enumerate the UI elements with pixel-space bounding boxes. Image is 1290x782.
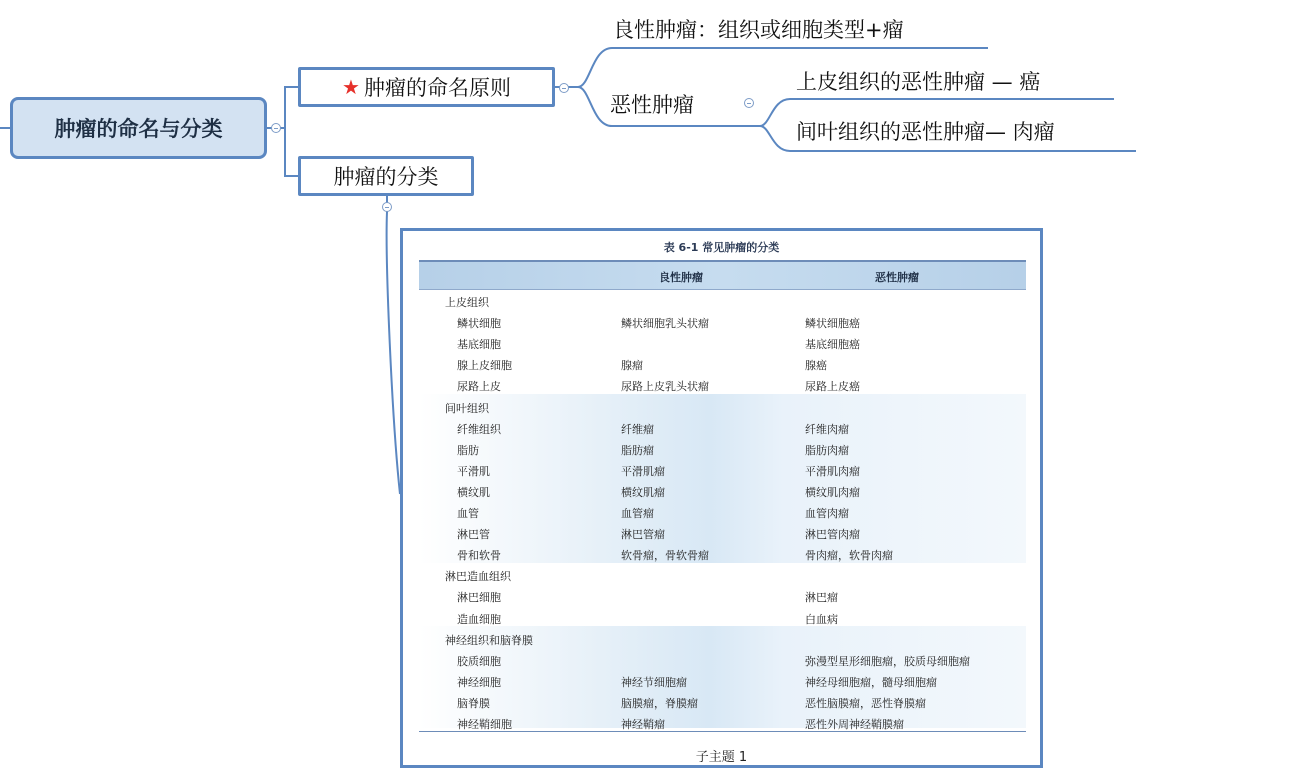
table-cell-tissue: 腺上皮细胞 [457, 359, 512, 373]
table-cell-malignant: 腺癌 [805, 359, 827, 373]
table-row [419, 670, 1026, 691]
table-row [419, 649, 1026, 670]
table-cell-tissue: 神经鞘细胞 [457, 718, 512, 731]
table-cell-tissue: 基底细胞 [457, 338, 501, 352]
table-row [419, 438, 1026, 459]
topic-benign-tumor[interactable]: 良性肿瘤：组织或细胞类型+瘤 [613, 18, 904, 42]
table-row [419, 417, 1026, 438]
table-row [419, 691, 1026, 712]
table-cell-malignant: 恶性脑膜瘤，恶性脊膜瘤 [805, 696, 926, 710]
table-cell-tissue: 平滑肌 [457, 464, 490, 478]
table-group-label: 上皮组织 [445, 296, 489, 309]
table-row [419, 564, 1026, 585]
table-cell-benign: 尿路上皮乳头状瘤 [621, 380, 709, 394]
table-cell-malignant: 淋巴瘤 [805, 591, 838, 605]
root-topic-label: 肿瘤的命名与分类 [54, 117, 223, 141]
table-row [419, 353, 1026, 374]
table-cell-benign: 神经节细胞瘤 [621, 675, 687, 689]
table-cell-malignant: 恶性外周神经鞘膜瘤 [805, 718, 904, 731]
subtopic-caption: 子主题 1 [695, 750, 748, 765]
table-cell-malignant: 脂肪肉瘤 [805, 443, 849, 457]
table-cell-tissue: 尿路上皮 [457, 380, 501, 394]
table-group-label: 淋巴造血组织 [445, 570, 511, 584]
root-topic[interactable] [10, 97, 267, 159]
table-cell-tissue: 淋巴细胞 [457, 591, 501, 605]
table-cell-benign: 平滑肌瘤 [621, 464, 665, 478]
table-cell-benign: 纤维瘤 [621, 422, 654, 436]
table-cell-tissue: 淋巴管 [457, 528, 490, 542]
table-cell-tissue: 脑脊膜 [457, 696, 490, 710]
table-row [419, 585, 1026, 606]
topic-carcinoma[interactable]: 上皮组织的恶性肿瘤 — 癌 [796, 70, 1041, 94]
table-row [419, 374, 1026, 395]
table-cell-benign: 腺瘤 [621, 359, 643, 373]
subtopic-image-table[interactable] [400, 228, 1043, 768]
topic-classification-label: 肿瘤的分类 [333, 165, 439, 189]
table-row [419, 480, 1026, 501]
table-group-label: 间叶组织 [445, 401, 489, 415]
header-benign: 良性肿瘤 [659, 271, 703, 284]
table-cell-benign: 鳞状细胞乳头状瘤 [621, 317, 709, 331]
table-cell-tissue: 脂肪 [457, 443, 479, 457]
table-cell-benign: 脑膜瘤，脊膜瘤 [621, 696, 698, 710]
table-cell-malignant: 骨肉瘤，软骨肉瘤 [805, 549, 893, 563]
table-cell-malignant: 鳞状细胞癌 [805, 317, 860, 331]
table-cell-tissue: 胶质细胞 [457, 654, 501, 668]
table-cell-tissue: 横纹肌 [457, 485, 490, 499]
table-cell-malignant: 基底细胞癌 [805, 338, 860, 352]
table-cell-malignant: 尿路上皮癌 [805, 380, 860, 394]
collapse-toggle-icon[interactable] [382, 202, 392, 212]
table-cell-tissue: 造血细胞 [457, 612, 501, 626]
table-cell-malignant: 血管肉瘤 [805, 507, 849, 520]
table-cell-malignant: 白血病 [805, 612, 838, 626]
table-row [419, 396, 1026, 417]
table-cell-malignant: 神经母细胞瘤，髓母细胞瘤 [805, 675, 937, 689]
topic-naming-principles[interactable] [298, 67, 555, 107]
table-cell-malignant: 横纹肌肉瘤 [805, 485, 860, 499]
table-cell-benign: 血管瘤 [621, 507, 654, 520]
topic-sarcoma[interactable]: 间叶组织的恶性肿瘤— 肉瘤 [796, 120, 1055, 144]
star-icon: ★ [342, 75, 360, 99]
topic-malignant-tumor[interactable]: 恶性肿瘤 [610, 93, 694, 117]
table-row [419, 501, 1026, 522]
collapse-toggle-icon[interactable] [271, 123, 281, 133]
collapse-toggle-icon[interactable] [559, 83, 569, 93]
table-row [419, 522, 1026, 543]
table-cell-malignant: 淋巴管肉瘤 [805, 528, 860, 542]
table-header [419, 260, 1026, 290]
table-row [419, 311, 1026, 332]
table-row [419, 712, 1026, 733]
table-cell-tissue: 鳞状细胞 [457, 317, 501, 331]
table-row [419, 332, 1026, 353]
table-cell-malignant: 平滑肌肉瘤 [805, 464, 860, 478]
table-row [419, 290, 1026, 311]
topic-naming-label: 肿瘤的命名原则 [363, 76, 511, 100]
table-cell-tissue: 神经细胞 [457, 675, 501, 689]
table-cell-tissue: 骨和软骨 [457, 549, 501, 563]
collapse-toggle-icon[interactable] [744, 98, 754, 108]
table-cell-benign: 脂肪瘤 [621, 443, 654, 457]
table-cell-benign: 横纹肌瘤 [621, 485, 665, 499]
table-row [419, 628, 1026, 649]
table-row [419, 543, 1026, 564]
table-group-label: 神经组织和脑脊膜 [445, 633, 533, 647]
table-bottom-rule [419, 731, 1026, 732]
table-cell-malignant: 弥漫型星形细胞瘤，胶质母细胞瘤 [805, 654, 970, 668]
table-cell-malignant: 纤维肉瘤 [805, 422, 849, 436]
header-malignant: 恶性肿瘤 [875, 271, 919, 284]
table-cell-benign: 淋巴管瘤 [621, 528, 665, 542]
table-cell-tissue: 纤维组织 [457, 422, 501, 436]
table-row [419, 607, 1026, 628]
table-cell-benign: 软骨瘤，骨软骨瘤 [621, 549, 709, 563]
table-cell-tissue: 血管 [457, 507, 479, 520]
table-title: 表 6-1 常见肿瘤的分类 [663, 241, 780, 254]
topic-classification[interactable] [298, 156, 474, 196]
table-cell-benign: 神经鞘瘤 [621, 718, 665, 731]
table-row [419, 459, 1026, 480]
